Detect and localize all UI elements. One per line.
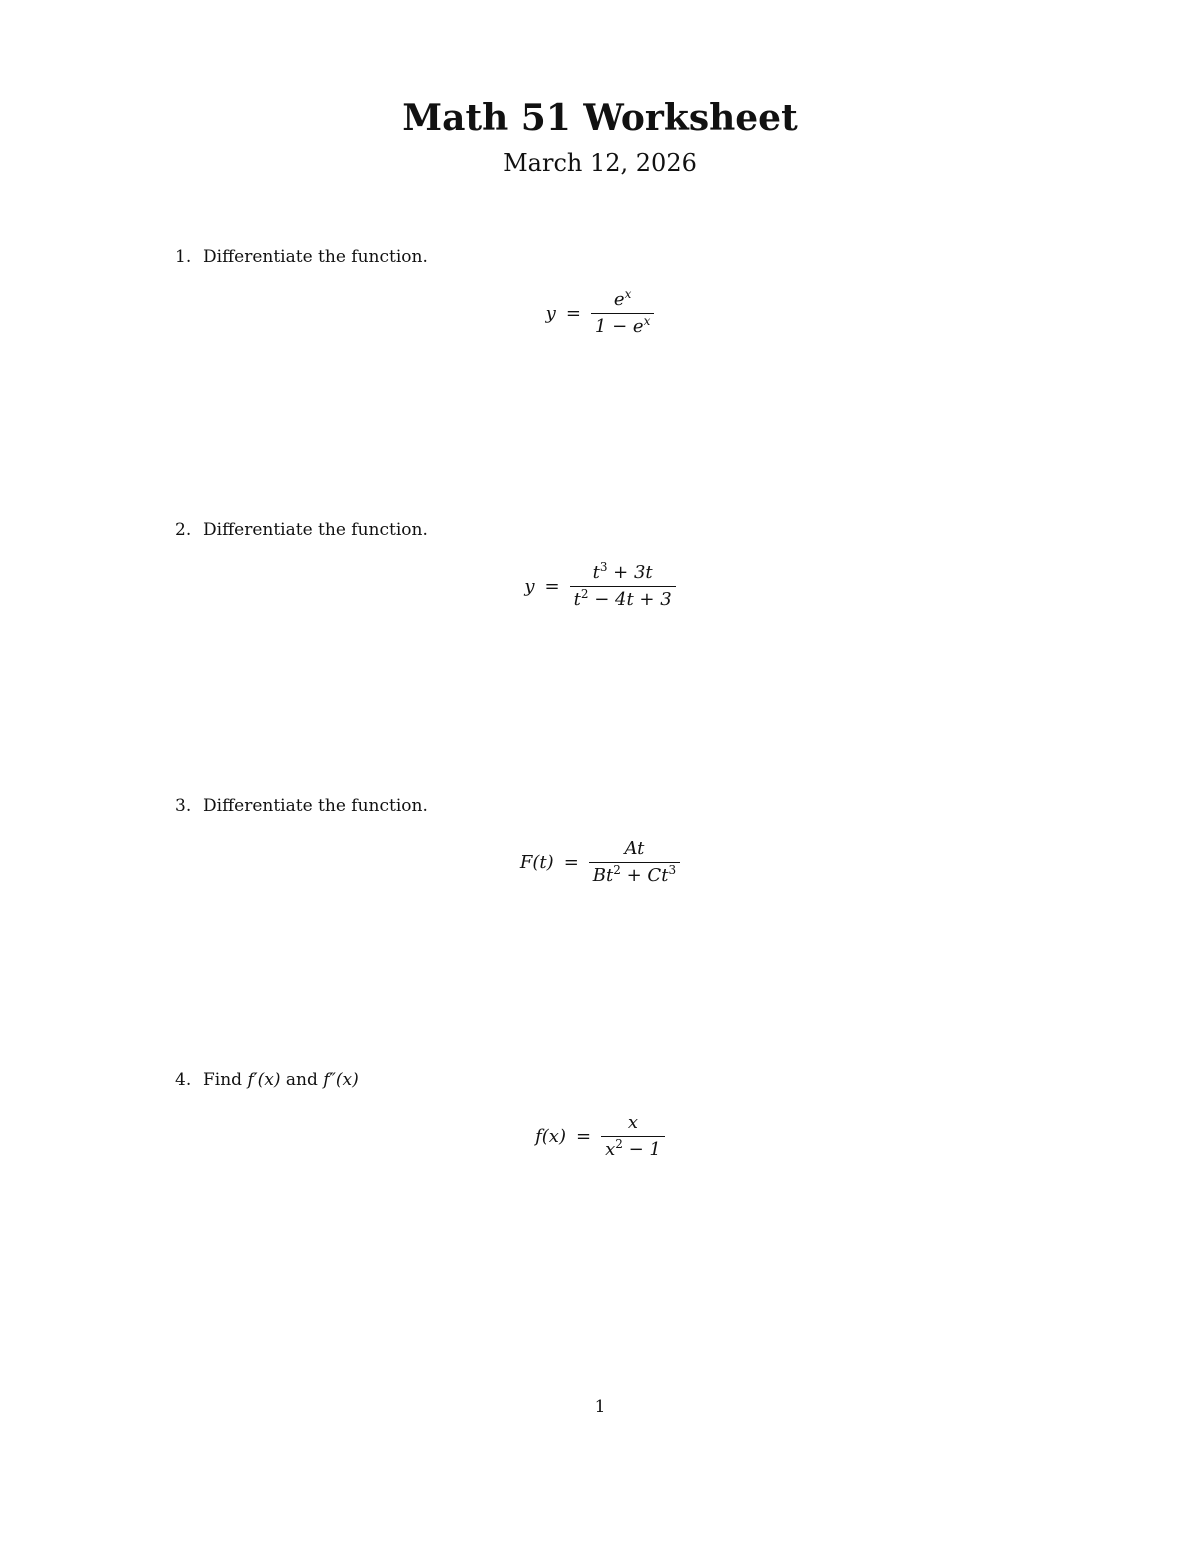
document-date: March 12, 2026 xyxy=(503,149,697,177)
problem-prompt xyxy=(175,518,1075,542)
equals-sign: = xyxy=(563,852,579,874)
fraction xyxy=(601,1112,665,1161)
page-number: 1 xyxy=(594,1397,606,1417)
fraction-numerator: $t^3 + 3t$ xyxy=(592,560,653,583)
problem-1 xyxy=(175,245,1075,338)
problem-4 xyxy=(175,1068,1075,1161)
first-derivative-notation: f′(x) xyxy=(247,1070,281,1090)
problem-number: 3. xyxy=(175,796,192,816)
equals-sign: = xyxy=(544,576,560,598)
fraction xyxy=(591,289,654,338)
equation-lhs: y xyxy=(524,576,535,598)
problem-2 xyxy=(175,518,1075,611)
problem-prompt xyxy=(175,245,1075,269)
problem-text: Differentiate the function. xyxy=(203,520,428,540)
equation xyxy=(175,562,1025,611)
problem-number: 2. xyxy=(175,520,192,540)
fraction-denominator: $t^2 - 4t + 3$ xyxy=(573,587,672,611)
fraction xyxy=(589,838,680,887)
equation xyxy=(175,289,1025,338)
equals-sign: = xyxy=(565,303,581,325)
page-title: Math 51 Worksheet xyxy=(402,97,798,139)
problem-number: 1. xyxy=(175,247,192,267)
problem-text: Differentiate the function. xyxy=(203,247,428,267)
problem-prompt xyxy=(175,1068,1075,1092)
fraction-numerator: At xyxy=(624,838,645,859)
equals-sign: = xyxy=(575,1126,592,1148)
problem-prompt xyxy=(175,794,1075,818)
problem-text: Differentiate the function. xyxy=(203,796,428,816)
equation-lhs: F(t) xyxy=(519,852,554,874)
problem-text-conjunction: and xyxy=(280,1070,324,1090)
fraction-numerator: x xyxy=(627,1112,639,1133)
second-derivative-notation: f″(x) xyxy=(323,1070,359,1090)
equation-lhs: y xyxy=(545,303,556,325)
fraction xyxy=(570,562,676,611)
equation xyxy=(175,1112,1025,1161)
fraction-denominator: $Bt^2 + Ct^3$ xyxy=(592,863,677,887)
fraction-numerator: $e^x$ xyxy=(613,287,632,310)
problem-number: 4. xyxy=(175,1070,192,1090)
problem-text: Find xyxy=(203,1070,248,1090)
equation xyxy=(175,838,1025,887)
problem-3 xyxy=(175,794,1075,887)
fraction-denominator: $x^2 - 1$ xyxy=(605,1137,661,1161)
fraction-denominator: $1 - e^x$ xyxy=(594,314,651,338)
equation-lhs: f(x) xyxy=(535,1126,566,1148)
